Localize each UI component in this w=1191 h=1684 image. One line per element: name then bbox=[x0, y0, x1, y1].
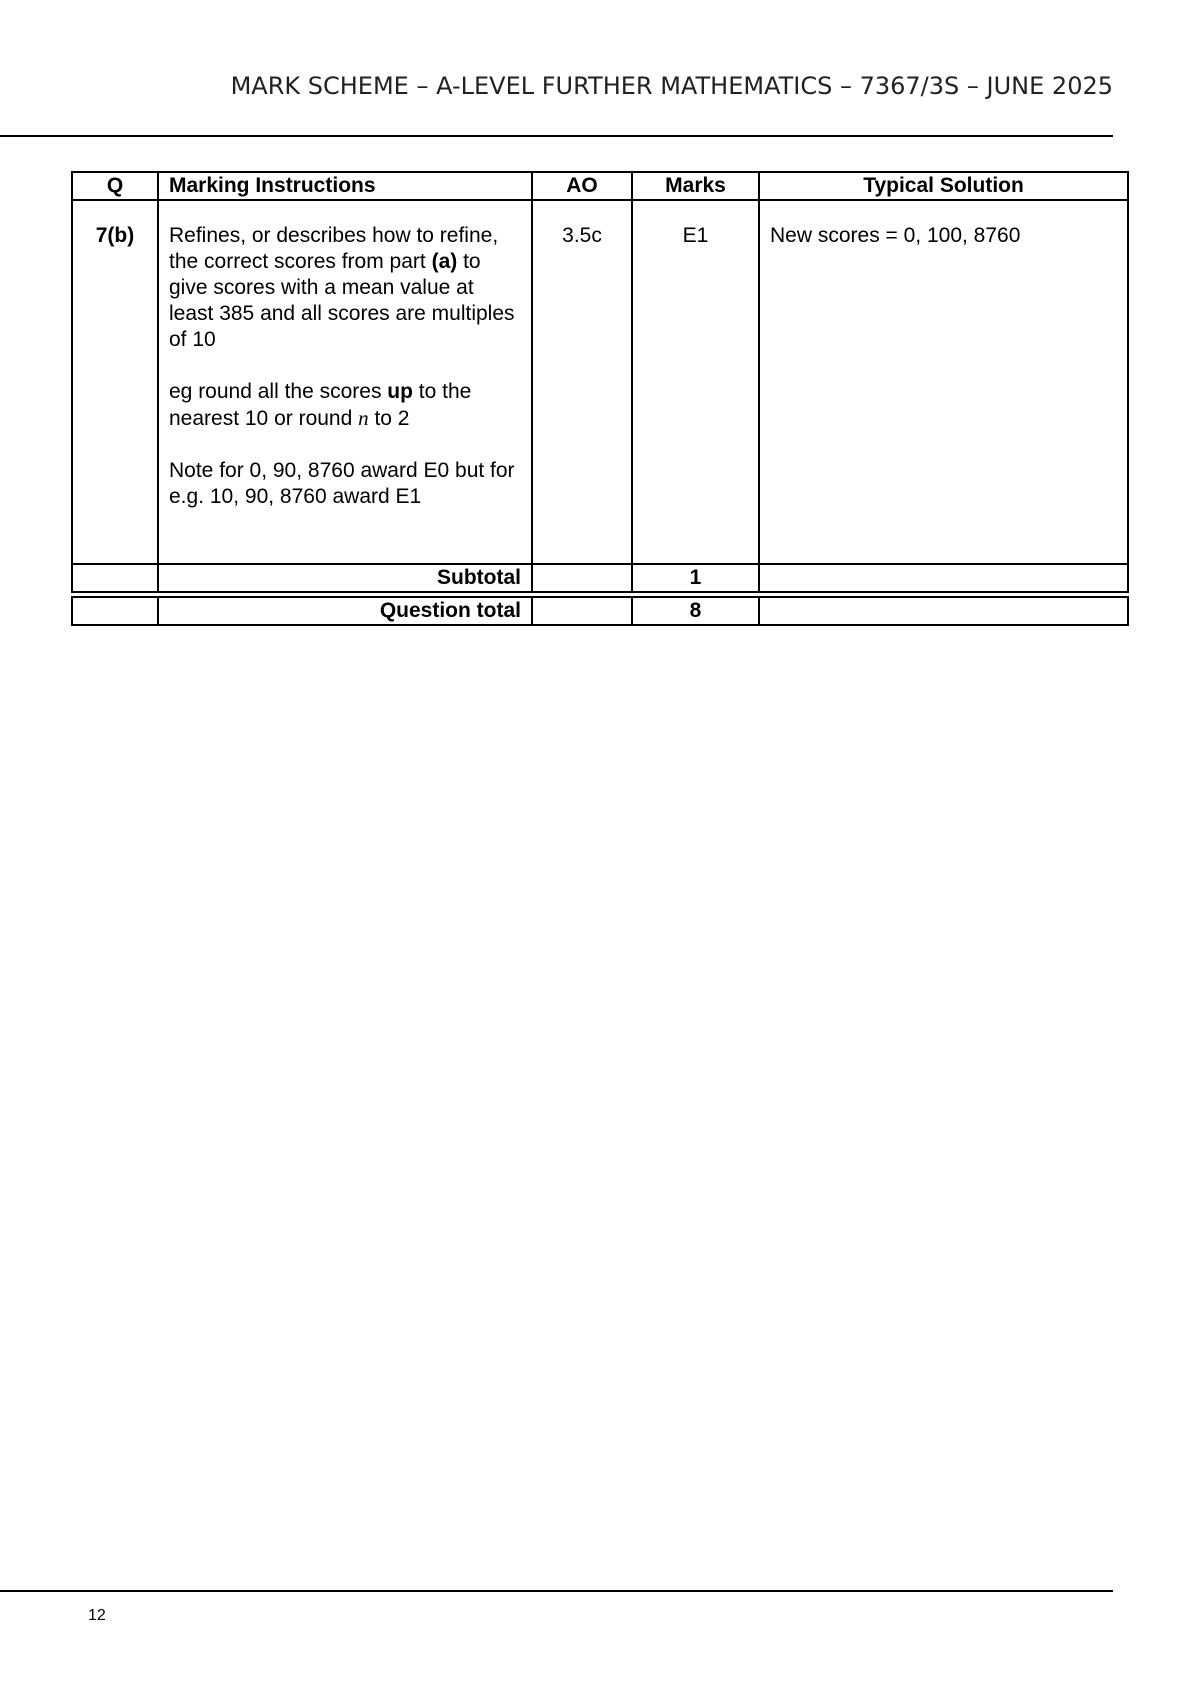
question-total-label: Question total bbox=[158, 597, 532, 625]
empty-cell bbox=[72, 564, 158, 592]
footer-rule bbox=[0, 1590, 1113, 1592]
instruction-text: Refines, or describes how to refine, the correct scores from part bbox=[169, 224, 499, 273]
empty-cell bbox=[72, 597, 158, 625]
empty-cell bbox=[759, 564, 1128, 592]
column-header-instructions: Marking Instructions bbox=[158, 172, 532, 200]
empty-cell bbox=[532, 564, 632, 592]
mark-scheme-table bbox=[71, 171, 1129, 593]
question-number: 7(b) bbox=[72, 200, 158, 564]
empty-cell bbox=[532, 597, 632, 625]
header-rule bbox=[0, 135, 1113, 137]
question-total-marks: 8 bbox=[632, 597, 759, 625]
math-variable: n bbox=[358, 406, 369, 430]
ao-value: 3.5c bbox=[532, 200, 632, 564]
question-total-table bbox=[71, 596, 1129, 626]
empty-cell bbox=[759, 597, 1128, 625]
instruction-text: to give scores with a mean value at least 385 and all scores are multiples of 10 bbox=[169, 250, 515, 351]
question-total-row bbox=[72, 597, 1128, 625]
page-number: 12 bbox=[88, 1607, 106, 1624]
table-header-row bbox=[72, 172, 1128, 200]
instruction-paragraph-2 bbox=[169, 379, 521, 432]
column-header-ao: AO bbox=[532, 172, 632, 200]
subtotal-marks: 1 bbox=[632, 564, 759, 592]
subtotal-row bbox=[72, 564, 1128, 592]
header-title: MARK SCHEME – A-LEVEL FURTHER MATHEMATICS – 7367/3S – JUNE 2025 bbox=[230, 72, 1113, 100]
marking-instructions bbox=[158, 200, 532, 564]
instruction-text: to 2 bbox=[368, 407, 410, 430]
column-header-q: Q bbox=[72, 172, 158, 200]
column-header-marks: Marks bbox=[632, 172, 759, 200]
instruction-text: eg round all the scores bbox=[169, 380, 388, 403]
subtotal-label: Subtotal bbox=[158, 564, 532, 592]
column-header-solution: Typical Solution bbox=[759, 172, 1128, 200]
typical-solution: New scores = 0, 100, 8760 bbox=[759, 200, 1128, 564]
instruction-emphasis: up bbox=[387, 380, 413, 403]
instruction-paragraph-3: Note for 0, 90, 8760 award E0 but for e.g. 10, 90, 8760 award E1 bbox=[169, 459, 515, 508]
instruction-text: to the nearest 10 or round bbox=[169, 380, 472, 430]
marks-value: E1 bbox=[632, 200, 759, 564]
instruction-emphasis: (a) bbox=[431, 250, 458, 273]
instruction-paragraph-1 bbox=[169, 223, 521, 353]
table-row bbox=[72, 200, 1128, 564]
